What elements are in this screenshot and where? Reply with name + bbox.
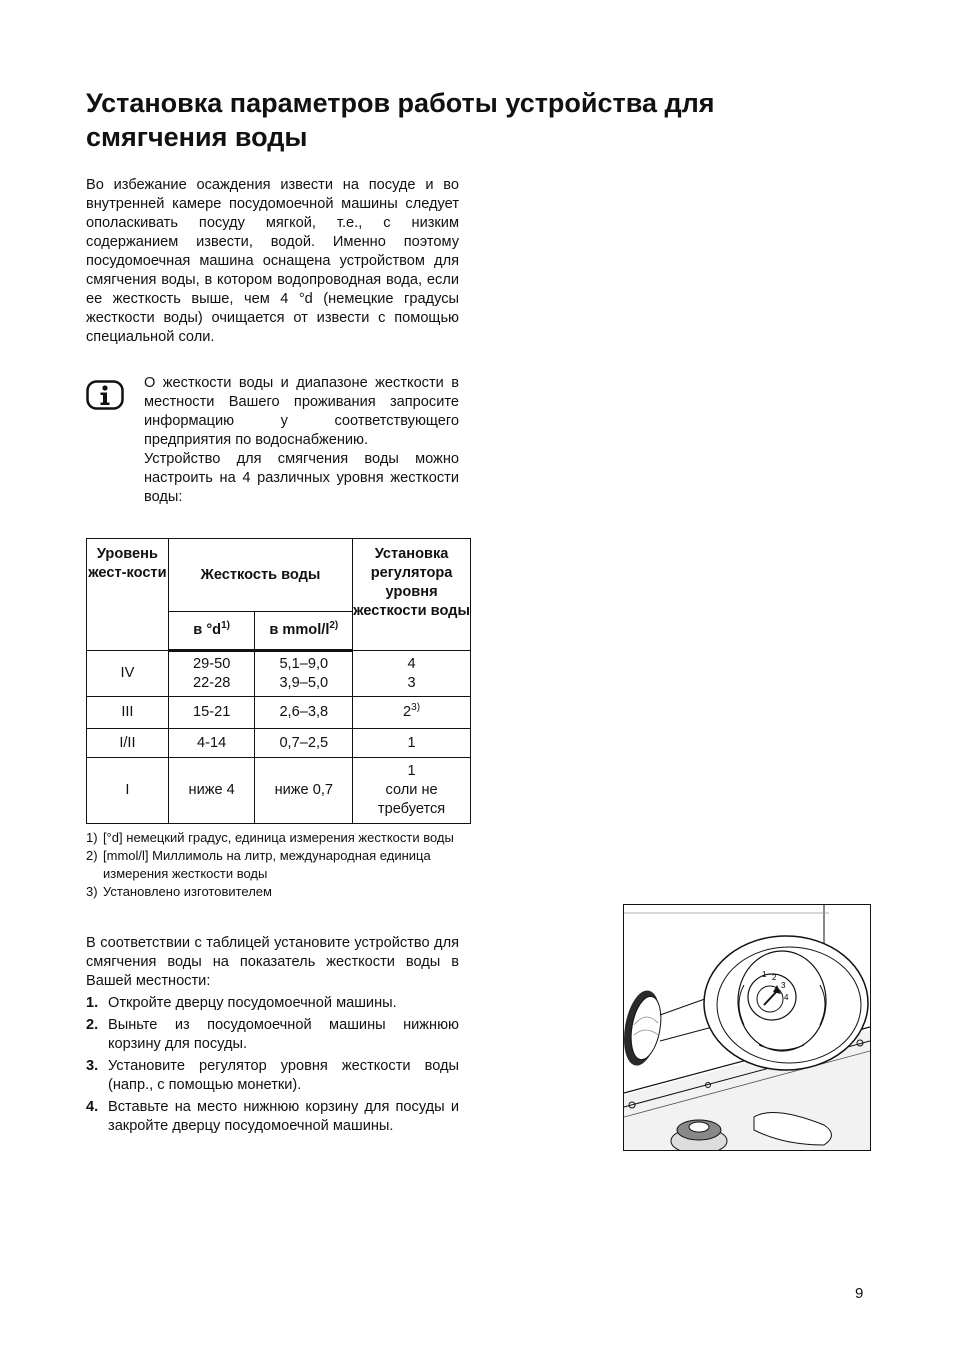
cell-deg: ниже 4	[168, 758, 255, 824]
cell-level: I	[87, 758, 169, 824]
cell-level: IV	[87, 651, 169, 697]
info-note-text-2: Устройство для смягчения воды можно настроить на 4 различных уровня жесткости воды:	[144, 451, 459, 505]
info-icon	[86, 380, 124, 410]
softener-illustration	[623, 904, 871, 1151]
table-row	[87, 729, 471, 758]
cell-mmol: 5,1–9,0 3,9–5,0	[255, 651, 353, 697]
info-note-text-1: О жесткости воды и диапазоне жесткости в местности Вашего проживания запросите информацию у соответствующего предприятия по водоснабжению.	[144, 375, 459, 448]
softener-drawing	[624, 905, 870, 1150]
header-mmol: в mmol/$l^{2)}$	[255, 612, 353, 651]
step-item: 1. Откройте дверцу посудомоечной машины.	[86, 995, 397, 1011]
cell-mmol: 0,7–2,5	[255, 729, 353, 758]
footnote-3: 3) Установлено изготовителем	[86, 884, 272, 899]
cell-setting: 1	[353, 729, 471, 758]
page-number: 9	[855, 1285, 864, 1302]
dial-number: 1	[762, 970, 767, 979]
dial-number: 2	[772, 973, 777, 982]
cell-mmol: ниже 0,7	[255, 758, 353, 824]
cell-mmol: 2,6–3,8	[255, 697, 353, 729]
info-note	[144, 374, 459, 507]
footnotes	[86, 829, 466, 901]
cell-level: III	[87, 697, 169, 729]
table-row	[87, 651, 471, 697]
step-item: 3. Установите регулятор уровня жесткости воды (напр., с помощью монетки).	[86, 1057, 459, 1093]
table-row	[87, 697, 471, 729]
cell-deg: 15-21	[168, 697, 255, 729]
page-title: Установка параметров работы устройства для смягчения воды	[86, 88, 715, 152]
dial-number: 3	[781, 981, 786, 990]
instruction-paragraph: В соответствии с таблицей установите устройство для смягчения воды на показатель жесткости воды в Вашей местности:	[86, 935, 459, 989]
cell-deg: 4-14	[168, 729, 255, 758]
cell-setting: 1 соли не требуется	[353, 758, 471, 824]
header-setting: Установка регулятора уровня жесткости воды	[353, 539, 471, 651]
header-hardness: Жесткость воды	[168, 539, 352, 612]
step-item: 2. Выньте из посудомоечной машины нижнюю корзину для посуды.	[86, 1016, 459, 1052]
steps-list	[86, 994, 459, 1139]
header-level: Уровень жест-кости	[87, 539, 169, 651]
cell-deg: 29-50 22-28	[168, 651, 255, 697]
hardness-table	[86, 538, 471, 824]
cell-setting: 4 3	[353, 651, 471, 697]
intro-paragraph: Во избежание осаждения извести на посуде и во внутренней камере посудомоечной машины следует ополаскивать посуду мягкой, т.е., с низким содержанием извести, водой. Именно поэтому посудомоечная машина оснащена устройством для смягчения воды, в котором водопроводная вода, если ее жесткость выше, чем 4 °d (немецкие градусы жесткости воды) очищается от извести с помощью специальной соли.	[86, 177, 459, 345]
table-row	[87, 758, 471, 824]
footnote-2: 2) [mmol/l] Миллимоль на литр, международная единица измерения жесткости воды	[86, 848, 431, 881]
footnote-1: 1) [°d] немецкий градус, единица измерения жесткости воды	[86, 830, 454, 845]
dial-number: 4	[784, 993, 789, 1002]
cell-level: I/II	[87, 729, 169, 758]
header-deg: в $^\circ d^{1)}$	[168, 612, 255, 651]
step-item: 4. Вставьте на место нижнюю корзину для посуды и закройте дверцу посудомоечной машины.	[86, 1098, 459, 1134]
cell-setting: 2$^{3)}$	[353, 697, 471, 729]
